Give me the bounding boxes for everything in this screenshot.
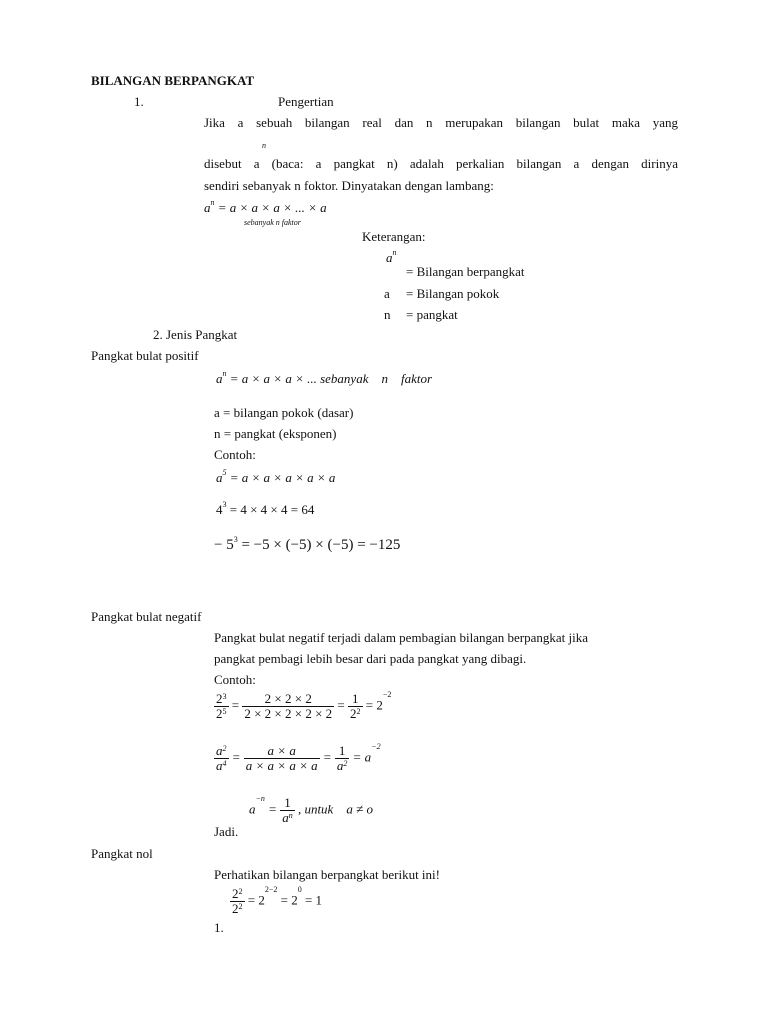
negatif-desc-line-2: pangkat pembagi lebih besar dari pada pangkat yang dibagi. xyxy=(214,651,527,666)
positif-example-3: − $5^3 = -5 \times (-5) \times (-5) = -125$ xyxy=(214,535,401,553)
section-2-heading: 2. Jenis Pangkat xyxy=(153,327,238,342)
negatif-example-1: $\frac{2^3}{2^5}$ = $\frac{2 \times 2 \times 2}{2 \times 2 \times 2 \times 2 \times 2}$ = $\frac{1}{2^2}$ = $2^{-2}$ xyxy=(216,690,392,721)
negatif-contoh: Contoh: xyxy=(214,672,256,687)
positif-example-3-result: = −125 xyxy=(357,537,401,553)
negatif-example-2: $\frac{a^2}{a^4}$ = $\frac{a \times a}{a \times a \times a \times a}$ = $\frac{1}{a^2}$ = $a^{-2}$ xyxy=(216,742,381,773)
positif-example-2-result: = 64 xyxy=(290,502,315,517)
positif-example-2: $4^3 = 4 \times 4 \times 4 = 64$ xyxy=(216,500,315,517)
positif-def-n: n = pangkat (eksponen) xyxy=(214,426,337,441)
definition-line-3: sendiri sebanyak n foktor. Dinyatakan dengan lambang: xyxy=(204,178,494,193)
nol-label: Pangkat nol xyxy=(91,846,153,861)
definition-formula-underbrace: sebanyak n faktor xyxy=(244,218,301,227)
negatif-desc-line-1: Pangkat bulat negatif terjadi dalam pembagian bilangan berpangkat jika xyxy=(214,630,588,645)
positif-example-1: $a^5 = a \times a \times a \times a \times a$ xyxy=(216,468,336,485)
negatif-label: Pangkat bulat negatif xyxy=(91,609,202,624)
nol-example-1: $\frac{2^2}{2^2}$ = $2^{2-2} = 2^0 = 1$ xyxy=(232,885,323,916)
ket-desc-2: = Bilangan pokok xyxy=(406,286,500,301)
definition-formula: $a^n = a \times a \times a$ × ... × a xyxy=(204,198,327,215)
negatif-rule: $a^{-n}$ = $\frac{1}{a^n}$ , untuk a ≠ o xyxy=(249,794,373,825)
ket-symbol-an: $a^n$ xyxy=(386,248,397,265)
ket-desc-3: = pangkat xyxy=(406,307,458,322)
nol-item-number: 1. xyxy=(214,920,224,935)
keterangan-label: Keterangan: xyxy=(362,229,426,244)
positif-contoh: Contoh: xyxy=(214,447,256,462)
positif-formula-text: sebanyak n faktor xyxy=(320,371,433,386)
nol-desc: Perhatikan bilangan berpangkat berikut ini! xyxy=(214,867,440,882)
positif-def-a: a = bilangan pokok (dasar) xyxy=(214,405,354,420)
negatif-rule-word: untuk xyxy=(304,801,334,817)
ket-desc-1: = Bilangan berpangkat xyxy=(406,264,525,279)
definition-superscript-n: n xyxy=(262,141,266,150)
negatif-jadi: Jadi. xyxy=(214,824,239,839)
ket-symbol-a: a xyxy=(384,286,390,301)
ket-symbol-n: n xyxy=(384,307,391,322)
section-1-number: 1. xyxy=(134,94,144,109)
definition-line-1: Jika a sebuah bilangan real dan n merupakan bilangan bulat maka yang xyxy=(204,115,678,130)
positif-formula: $a^n = a \times a \times a$ × ... sebanyak n faktor xyxy=(216,369,433,386)
positif-label: Pangkat bulat positif xyxy=(91,348,199,363)
page-title: BILANGAN BERPANGKAT xyxy=(91,73,255,88)
definition-line-2: disebut a (baca: a pangkat n) adalah perkalian bilangan a dengan dirinya xyxy=(204,156,678,171)
section-1-heading: Pengertian xyxy=(278,94,334,109)
